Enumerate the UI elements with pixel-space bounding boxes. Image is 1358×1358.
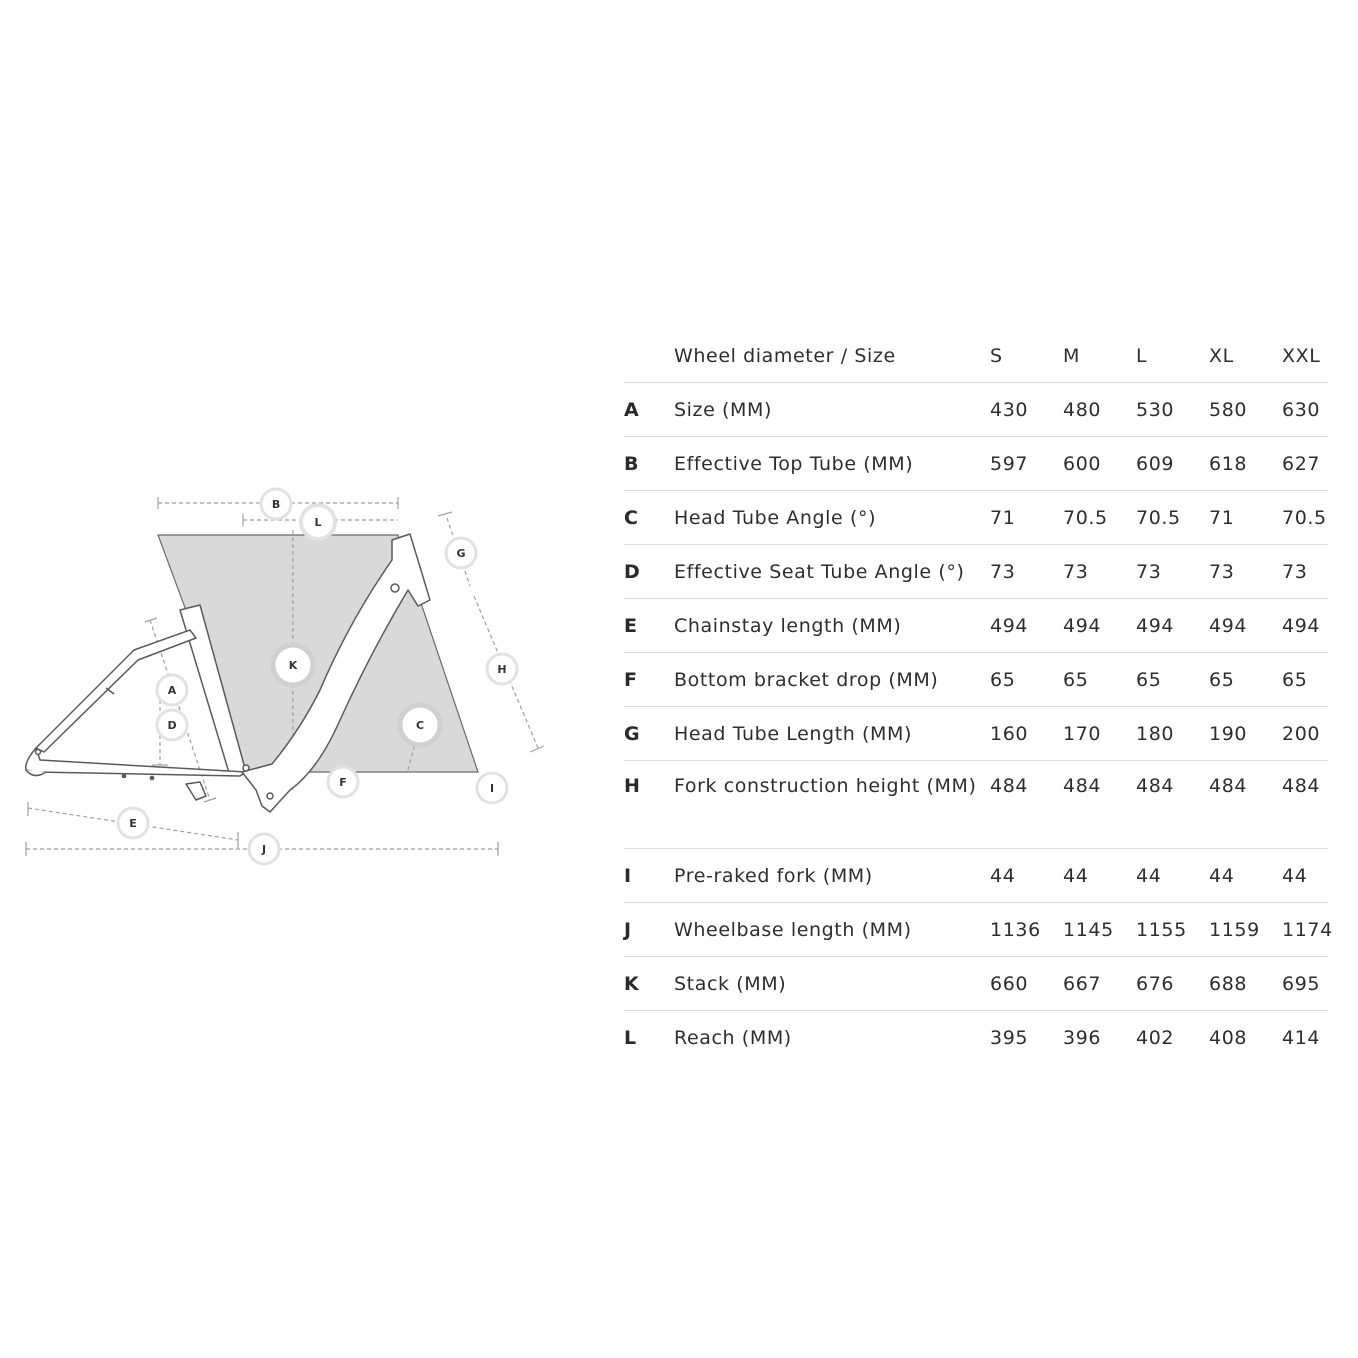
table-row	[624, 545, 1328, 599]
row-value: 1155	[1136, 918, 1187, 941]
row-value: 600	[1063, 452, 1102, 475]
row-label: Reach (MM)	[674, 1026, 792, 1049]
row-value: 484	[990, 775, 1029, 797]
size-header-xl: XL	[1209, 345, 1234, 367]
row-value: 44	[990, 864, 1016, 887]
label-B	[261, 489, 291, 519]
row-value: 65	[990, 668, 1016, 691]
header-label: Wheel diameter / Size	[674, 345, 896, 367]
label-J	[249, 834, 279, 864]
label-K	[273, 645, 313, 685]
table-row	[624, 957, 1328, 1011]
row-value: 695	[1282, 972, 1321, 995]
row-value: 180	[1136, 722, 1175, 745]
label-G	[446, 538, 476, 568]
table-row	[624, 761, 1328, 849]
row-value: 618	[1209, 452, 1248, 475]
row-value: 414	[1282, 1026, 1321, 1049]
label-I	[477, 773, 507, 803]
svg-text:C: C	[415, 719, 425, 732]
row-letter: A	[624, 398, 640, 421]
row-value: 430	[990, 398, 1029, 421]
row-value: 71	[990, 506, 1016, 529]
row-value: 494	[1136, 614, 1175, 637]
row-value: 73	[1209, 560, 1235, 583]
row-value: 44	[1209, 864, 1235, 887]
svg-text:J: J	[261, 843, 267, 856]
row-value: 688	[1209, 972, 1248, 995]
svg-text:F: F	[339, 776, 347, 789]
row-value: 494	[1282, 614, 1321, 637]
row-letter: B	[624, 452, 640, 475]
row-value: 484	[1209, 775, 1248, 797]
row-letter: I	[624, 864, 632, 887]
label-H	[487, 654, 517, 684]
row-value: 580	[1209, 398, 1248, 421]
row-value: 1159	[1209, 918, 1260, 941]
row-value: 73	[1282, 560, 1308, 583]
row-value: 65	[1136, 668, 1162, 691]
row-value: 70.5	[1282, 506, 1327, 529]
row-value: 65	[1282, 668, 1308, 691]
row-value: 1174	[1282, 918, 1333, 941]
row-value: 627	[1282, 452, 1321, 475]
table-row	[624, 383, 1328, 437]
row-value: 73	[1063, 560, 1089, 583]
row-value: 71	[1209, 506, 1235, 529]
row-label: Wheelbase length (MM)	[674, 918, 912, 941]
row-value: 484	[1136, 775, 1175, 797]
row-value: 73	[990, 560, 1016, 583]
row-label: Bottom bracket drop (MM)	[674, 668, 939, 691]
row-letter: C	[624, 506, 639, 529]
label-C	[400, 705, 440, 745]
row-value: 484	[1063, 775, 1102, 797]
size-header-s: S	[990, 345, 1003, 367]
row-label: Effective Top Tube (MM)	[674, 452, 914, 475]
row-value: 70.5	[1063, 506, 1108, 529]
row-value: 597	[990, 452, 1029, 475]
table-row	[624, 1011, 1328, 1065]
svg-text:A: A	[167, 684, 177, 697]
svg-text:E: E	[129, 817, 137, 830]
row-value: 1145	[1063, 918, 1114, 941]
row-value: 609	[1136, 452, 1175, 475]
row-value: 676	[1136, 972, 1175, 995]
table-row	[624, 849, 1328, 903]
table-body	[624, 383, 1333, 1065]
table-row	[624, 707, 1328, 761]
row-value: 160	[990, 722, 1029, 745]
row-value: 396	[1063, 1026, 1102, 1049]
table-header-row	[624, 330, 1328, 383]
row-value: 494	[1063, 614, 1102, 637]
row-value: 402	[1136, 1026, 1175, 1049]
row-value: 484	[1282, 775, 1321, 797]
row-value: 44	[1063, 864, 1089, 887]
row-label: Chainstay length (MM)	[674, 614, 902, 637]
label-D	[157, 710, 187, 740]
svg-text:L: L	[314, 516, 322, 529]
row-label: Effective Seat Tube Angle (°)	[674, 560, 965, 583]
size-header-xxl: XXL	[1282, 345, 1321, 367]
row-label: Head Tube Angle (°)	[674, 506, 877, 529]
header-letter-cell	[624, 330, 674, 383]
row-value: 1136	[990, 918, 1041, 941]
table-row	[624, 653, 1328, 707]
label-A	[157, 675, 187, 705]
row-value: 494	[1209, 614, 1248, 637]
row-value: 660	[990, 972, 1029, 995]
label-E	[118, 808, 148, 838]
row-label: Fork construction height (MM)	[674, 775, 977, 797]
geometry-table	[624, 330, 1333, 1064]
row-value: 667	[1063, 972, 1102, 995]
row-letter: F	[624, 668, 638, 691]
label-F	[328, 767, 358, 797]
row-value: 65	[1209, 668, 1235, 691]
table-row	[624, 903, 1328, 957]
svg-text:H: H	[497, 663, 507, 676]
row-value: 494	[990, 614, 1029, 637]
row-letter: E	[624, 614, 638, 637]
svg-text:K: K	[288, 659, 298, 672]
row-value: 70.5	[1136, 506, 1181, 529]
size-header-m: M	[1063, 345, 1080, 367]
row-letter: H	[624, 775, 641, 797]
row-value: 200	[1282, 722, 1321, 745]
row-value: 73	[1136, 560, 1162, 583]
row-value: 408	[1209, 1026, 1248, 1049]
table-row	[624, 491, 1328, 545]
row-value: 170	[1063, 722, 1102, 745]
row-label: Size (MM)	[674, 398, 773, 421]
row-value: 190	[1209, 722, 1248, 745]
size-header-l: L	[1136, 345, 1148, 367]
row-letter: G	[624, 722, 641, 745]
row-value: 44	[1282, 864, 1308, 887]
svg-text:D: D	[167, 719, 177, 732]
row-value: 480	[1063, 398, 1102, 421]
row-value: 65	[1063, 668, 1089, 691]
row-label: Stack (MM)	[674, 972, 787, 995]
row-label: Head Tube Length (MM)	[674, 722, 913, 745]
svg-text:G: G	[456, 547, 466, 560]
svg-text:B: B	[271, 498, 281, 511]
row-letter: J	[624, 918, 632, 941]
row-value: 44	[1136, 864, 1162, 887]
row-letter: L	[624, 1026, 637, 1049]
bike-geometry-diagram	[0, 470, 560, 890]
row-letter: D	[624, 560, 641, 583]
table-row	[624, 599, 1328, 653]
row-value: 530	[1136, 398, 1175, 421]
label-L	[301, 505, 335, 539]
row-letter: K	[624, 972, 640, 995]
row-value: 630	[1282, 398, 1321, 421]
svg-text:I: I	[489, 782, 495, 795]
row-value: 395	[990, 1026, 1029, 1049]
row-label: Pre-raked fork (MM)	[674, 864, 873, 887]
table-row	[624, 437, 1328, 491]
